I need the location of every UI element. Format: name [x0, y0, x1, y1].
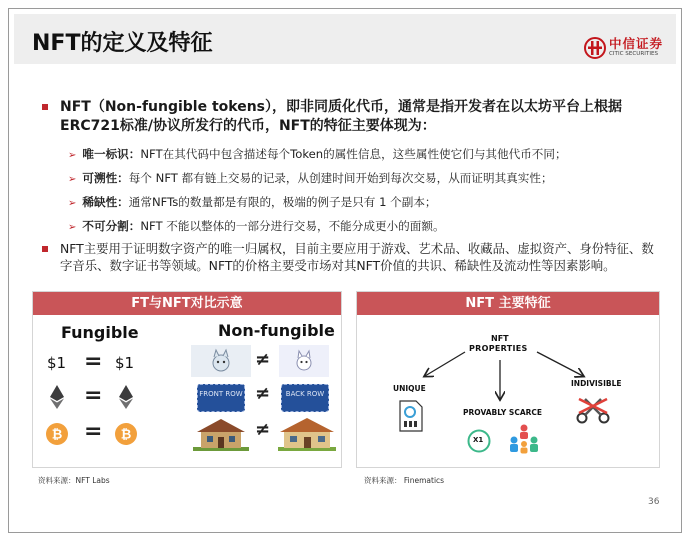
bitcoin-icon: [115, 423, 137, 445]
panel-header: NFT 主要特征: [357, 292, 659, 315]
cryptokitty-icon: [191, 345, 251, 377]
not-equals-sign: ≠: [255, 349, 271, 370]
logo-chinese-name: 中信证券: [609, 36, 664, 52]
right-source: 资料来源： Finematics: [364, 476, 445, 485]
feature-item-traceable: [68, 171, 553, 187]
svg-text:₿: ₿: [120, 427, 132, 443]
dollar-right: $1: [115, 354, 135, 372]
x1-badge-text: X1: [473, 436, 484, 444]
indivisible-scissors-icon: [575, 395, 611, 425]
unique-document-icon: [398, 400, 424, 432]
ethereum-icon: [50, 385, 64, 409]
logo-english-name: CITIC SECURITIES: [609, 50, 659, 57]
equals-sign: =: [84, 349, 103, 374]
dollar-left: $1: [47, 354, 67, 372]
ethereum-icon: [119, 385, 133, 409]
feature-desc: 通常NFTs的数量都是有限的，极端的例子是只有 1 个副本；: [128, 195, 437, 209]
feature-term: 不可分割：: [82, 219, 141, 233]
bullet-definition: NFT（Non-fungible tokens），即非同质化代币，通常是指开发者在以太坊平台上根据ERC721标准/协议所发行的代币，NFT的特征主要体现为：: [60, 99, 623, 134]
not-equals-sign: ≠: [255, 419, 271, 440]
equals-sign: =: [84, 383, 103, 408]
feature-term: 可溯性：: [82, 171, 129, 185]
left-source: 资料来源：NFT Labs: [38, 476, 110, 485]
scarce-people-icon: [507, 423, 541, 455]
ft-nft-comparison-panel: [32, 291, 342, 468]
feature-desc: 每个 NFT 都有链上交易的记录，从创建时间开始到每次交易，从而证明其真实性；: [128, 171, 553, 185]
front-row-ticket: FRONT ROW: [197, 384, 245, 412]
citic-logo-icon: [584, 37, 606, 59]
back-row-ticket: BACK ROW: [281, 384, 329, 412]
arrow-bullet-icon: ➢: [68, 198, 77, 209]
nonfungible-label: Non-fungible: [218, 321, 335, 340]
bullet-applications: NFT主要用于证明数字资产的唯一归属权，目前主要应用于游戏、艺术品、收藏品、虚拟资产、身份特征、数字音乐、数字证书等领域。NFT的价格主要受市场对其NFT价值的共识、稀缺性及流动性等因素影响。: [60, 241, 654, 273]
feature-item-unique: [68, 147, 567, 163]
panel-header: FT与NFT对比示意: [33, 292, 341, 315]
arrow-bullet-icon: ➢: [68, 222, 77, 233]
house-icon: [193, 417, 249, 451]
properties-title-line2: PROPERTIES: [469, 344, 528, 353]
properties-title-line1: NFT: [491, 334, 509, 343]
bullet-square-icon: [42, 104, 48, 110]
house-icon: [278, 416, 336, 451]
feature-item-scarce: [68, 195, 437, 211]
citic-logo: [584, 37, 663, 59]
feature-item-indivisible: [68, 219, 445, 235]
feature-term: 稀缺性：: [82, 195, 129, 209]
bitcoin-icon: [46, 423, 68, 445]
fungible-label: Fungible: [61, 323, 139, 342]
equals-sign: =: [84, 419, 103, 444]
unique-label: UNIQUE: [393, 384, 426, 393]
arrow-bullet-icon: ➢: [68, 174, 77, 185]
page-title: NFT的定义及特征: [32, 31, 213, 56]
cryptokitty-icon: [279, 345, 329, 377]
nft-features-panel: [356, 291, 660, 468]
bullet-square-icon: [42, 246, 48, 252]
feature-term: 唯一标识：: [82, 147, 141, 161]
indivisible-label: INDIVISIBLE: [571, 379, 622, 388]
not-equals-sign: ≠: [255, 383, 271, 404]
provably-scarce-label: PROVABLY SCARCE: [463, 408, 543, 417]
feature-desc: NFT在其代码中包含描述每个Token的属性信息，这些属性使它们与其他代币不同；: [140, 147, 567, 161]
arrow-bullet-icon: ➢: [68, 150, 77, 161]
page-number: 36: [648, 497, 660, 507]
feature-desc: NFT 不能以整体的一部分进行交易，不能分成更小的面额。: [140, 219, 445, 233]
svg-text:₿: ₿: [51, 427, 63, 443]
